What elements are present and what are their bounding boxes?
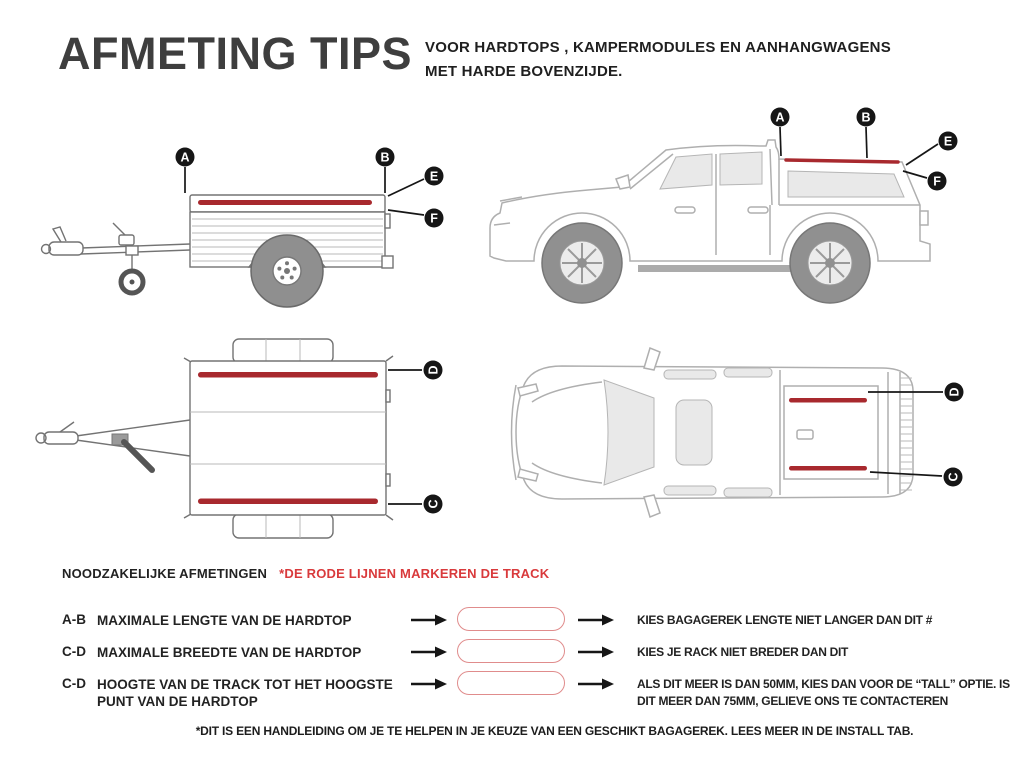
door-handle (675, 207, 695, 213)
trailer-top-view-figure (28, 330, 463, 558)
track-line-red (198, 499, 378, 505)
svg-text:C: C (946, 472, 961, 482)
svg-text:A: A (180, 150, 190, 165)
label-badge-a (771, 108, 790, 127)
row-code: A-B (62, 612, 86, 627)
page-title: AFMETING TIPS (58, 28, 412, 79)
front-door-window (660, 154, 712, 189)
footer-note: *DIT IS EEN HANDLEIDING OM JE TE HELPEN IN JE KEUZE VAN EEN GESCHIKT BAGAGEREK. LEES MEER IN DE INSTALL TAB. (195, 724, 914, 738)
legend (62, 566, 549, 581)
label-badge-e (939, 132, 958, 151)
row-result: KIES JE RACK NIET BREDER DAN DIT (637, 645, 849, 659)
svg-text:F: F (933, 174, 941, 189)
label-badge-d (945, 383, 964, 402)
svg-text:D: D (947, 387, 962, 397)
subtitle-line-2: MET HARDE BOVENZIJDE. (425, 63, 623, 80)
svg-text:B: B (380, 150, 390, 165)
row-description: MAXIMALE BREEDTE VAN DE HARDTOP (97, 645, 362, 660)
label-badge-f (928, 172, 947, 191)
label-badge-b (376, 148, 395, 167)
truck-top-view-figure (492, 330, 1012, 558)
hitch-coupler (49, 242, 83, 255)
measurement-input[interactable] (457, 671, 565, 695)
rear-door-window (720, 152, 762, 185)
arrow-right-icon (410, 646, 448, 658)
door-handle (748, 207, 768, 213)
row-code: C-D (62, 676, 86, 691)
front-wheel (542, 223, 622, 303)
arrow-right-icon (410, 614, 448, 626)
legend-label: NOODZAKELIJKE AFMETINGEN (62, 566, 268, 581)
canopy-window (788, 171, 904, 197)
label-badge-f (425, 209, 444, 228)
measure-row-cd-height (0, 676, 1024, 716)
arrow-right-icon (577, 678, 615, 690)
track-line-red (198, 372, 378, 378)
track-line-red (786, 160, 898, 162)
label-badge-e (425, 167, 444, 186)
svg-text:C: C (426, 499, 441, 509)
trailer-side-view-figure (35, 118, 455, 323)
track-line-red (789, 398, 867, 403)
measurement-input[interactable] (457, 639, 565, 663)
arrow-right-icon (410, 678, 448, 690)
label-badge-b (857, 108, 876, 127)
measurement-input[interactable] (457, 607, 565, 631)
row-code: C-D (62, 644, 86, 659)
svg-text:F: F (430, 211, 438, 226)
crank-handle (124, 442, 152, 470)
row-result: ALS DIT MEER IS DAN 50MM, KIES DAN VOOR DE “TALL” OPTIE. IS DIT MEER DAN 75MM, GELIEVE ONS TE CONTACTEREN (637, 677, 1010, 708)
windshield-top (604, 380, 654, 485)
arrow-right-icon (577, 614, 615, 626)
legend-red-note: *DE RODE LIJNEN MARKEREN DE TRACK (279, 566, 550, 581)
svg-text:E: E (429, 169, 439, 184)
row-description: HOOGTE VAN DE TRACK TOT HET HOOGSTE PUNT VAN DE HARDTOP (97, 677, 393, 709)
label-badge-c (944, 468, 963, 487)
sunroof (676, 400, 712, 465)
label-badge-a (176, 148, 195, 167)
page-subtitle (425, 36, 891, 84)
trailer-body-top (190, 361, 386, 515)
svg-text:B: B (861, 110, 871, 125)
label-badge-d (424, 361, 443, 380)
fender-top (233, 339, 333, 363)
svg-text:E: E (943, 134, 953, 149)
row-result: KIES BAGAGEREK LENGTE NIET LANGER DAN DIT # (637, 613, 933, 627)
truck-side-view-figure (470, 93, 1015, 308)
hitch-coupler (44, 432, 78, 444)
svg-text:A: A (775, 110, 785, 125)
label-badge-c (424, 495, 443, 514)
taillight (382, 256, 393, 268)
rear-wheel (790, 223, 870, 303)
subtitle-line-1: VOOR HARDTOPS , KAMPERMODULES EN AANHANGWAGENS (425, 39, 891, 56)
row-description: MAXIMALE LENGTE VAN DE HARDTOP (97, 613, 352, 628)
track-line-red (789, 466, 867, 471)
track-line-red (198, 200, 372, 205)
fender-bottom (233, 514, 333, 538)
arrow-right-icon (577, 646, 615, 658)
svg-text:D: D (426, 365, 441, 375)
jockey-wheel-bracket (126, 246, 138, 255)
